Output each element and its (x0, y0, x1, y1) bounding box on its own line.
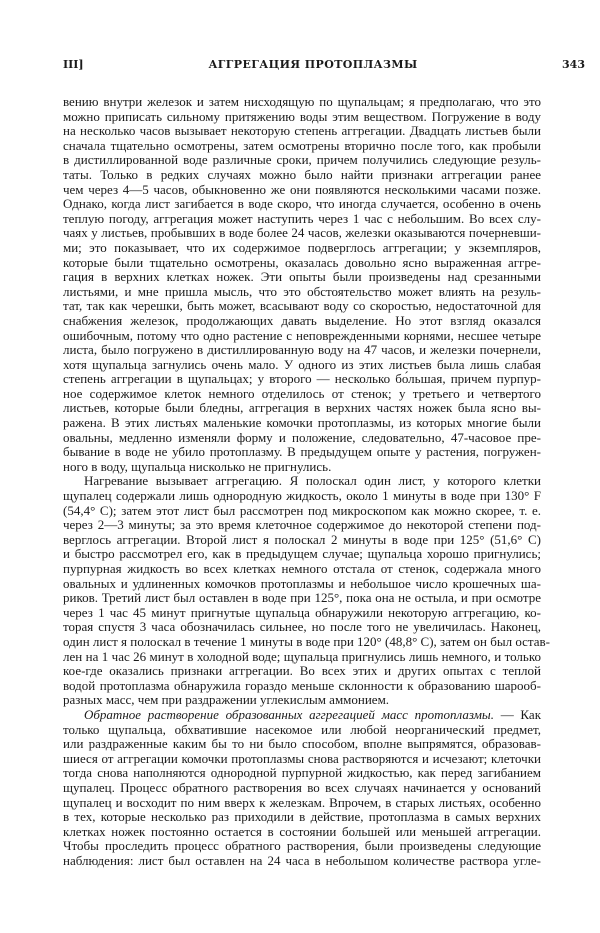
text-line: таты. Только в редких случаях можно было найти признаки аггрегации ранее (63, 166, 541, 182)
text-line: пурпурная жидкость во всех клетках немного отстала от стенок, содержала много (63, 561, 541, 576)
text-line: сначала тщательно осмотрены, затем осмотрены вторично после того, как пробыли (63, 137, 541, 153)
page-number: 343 (562, 58, 585, 71)
text-line: наблюдения: лист был оставлен на 24 часа в небольшом количестве раствора угле- (63, 852, 541, 868)
running-title: АГГРЕГАЦИЯ ПРОТОПЛАЗМЫ (208, 58, 418, 71)
text-line: чем через 4—5 часов, обыкновенно же они появляются несколькими часами позже. (63, 181, 541, 197)
page-header (63, 58, 585, 74)
text-line: овальны, медленно изменяли форму и положение, следовательно, 47-часовое пре- (63, 429, 541, 445)
text-line: снабжения железок, продолжающих давать выделение. Но этот взгляд оказался (63, 312, 541, 328)
text-line: тат, так как черешки, быть может, всасывают воду со скоростью, недостаточной для (63, 298, 541, 314)
text-line: в дистиллированной воде различные сроки, причем получились следующие резуль- (63, 152, 541, 168)
section-heading-line (63, 708, 541, 723)
text-line: чаях у листьев, пробывших в воде более 24 часов, железки оказываются почерневши- (63, 225, 541, 241)
text-line: щупалец содержали лишь однородную жидкость, около 1 минуты в воде при 130° F (63, 488, 541, 504)
text-line: через 2—3 минуты; за это время клеточное содержимое до некоторой степени под- (63, 517, 541, 533)
text-line: кое-где оказались признаки аггрегации. Во всех этих и других опытах с теплой (63, 663, 541, 679)
chapter-number: III] (63, 58, 84, 71)
text-line: бывание в воде не убило протоплазму. В предыдущем опыте у растения, погружен- (63, 444, 541, 460)
text-line: щупалец и восходит по ним вверх к железкам. Впрочем, в старых листьях, особенно (63, 794, 541, 810)
text-line: можно приписать сильному притяжению воды этим веществом. Погружение в воду (63, 108, 541, 124)
paragraph-2 (63, 473, 550, 708)
text-line: Однако, когда лист загибается в воде скоро, что иногда случается, особенно в очень (63, 196, 541, 212)
text-line: в тех, которые несколько раз приходили в действие, протоплазма в самых верхних (63, 809, 541, 825)
text-line: на несколько часов вызывает некоторую степень аггрегации. Двадцать листьев были (63, 123, 541, 139)
text-line: Чтобы проследить процесс обратного растворения, были произведены следующие (63, 838, 541, 854)
text-line: клетках ножек постоянно остается в состоянии большей или меньшей аггрегации. (63, 823, 541, 839)
text-line: (54,4° C); затем этот лист был рассмотрен под микроскопом как можно скорее, т. е. (63, 502, 541, 518)
text-line: разных масс, чем при раздражении углекислым аммонием. (63, 692, 390, 708)
text-line: ное содержимое клеток немного отделилось от стенок; у третьего и четвертого (63, 385, 541, 401)
text-line: ражена. В этих листьях маленькие комочки протоплазмы, из которых многие были (63, 415, 541, 431)
text-line: риков. Третий лист был оставлен в воде при 125°, пока она не остыла, и при осмотре (63, 590, 541, 606)
paragraph-3 (63, 708, 541, 869)
text-line: один лист я полоскал в течение 1 минуты в воде при 120° (48,8° C), затем он был остав- (63, 633, 550, 649)
text-line: которые были тщательно осмотрены, оказалась довольно ясно выраженная аггре- (63, 254, 541, 270)
text-line: листа, было погружено в дистиллированную воду на 47 часов, и железки почернели, (63, 342, 541, 358)
text-line: щупалец. Процесс обратного растворения во всех случаях начинается у оснований (63, 779, 541, 795)
text-line: торая спустя 3 часа обозначилась сильнее, но после того не увеличилась. Наконец, (63, 619, 541, 635)
text-line: ошибочным, потому что одно растение с неповрежденными корнями, несшее четыре (63, 327, 541, 343)
text-line: вению внутри железок и затем нисходящую по щупальцам; я предполагаю, что это (63, 94, 541, 109)
section-heading: Обратное растворение образованных аггрегацией масс протоплазмы. (84, 706, 494, 722)
text-line: лен на 1 час 26 минут в холодной воде; щупальца пригнулись лишь немного, и только (63, 648, 541, 664)
text-line: хотя щупальца загнулись очень мало. У одного из этих листьев была лишь слабая (63, 356, 541, 372)
text-line: водой протоплазма обнаружила гораздо меньше склонности к образованию шарооб- (63, 677, 541, 693)
text-line: только щупальца, обхватившие насекомое или любой неорганический предмет, (63, 721, 541, 737)
text-line: верглось аггрегации. Второй лист я полоскал 2 минуты в воде при 125° (51,6° C) (63, 531, 541, 547)
text-line: или раздраженные каким бы то ни было способом, вполне выпрямятся, образовав- (63, 736, 541, 752)
text-line: ми; это показывает, что их содержимое подверглось аггрегации; у экземпляров, (63, 239, 541, 255)
text-line: степень аггрегации в щупальцах; у второго — несколько бо́льшая, причем пурпур- (63, 371, 541, 387)
text-line: Нагревание вызывает аггрегацию. Я полоскал один лист, у которого клетки (84, 473, 541, 489)
text-line: тогда снова наполняются однородной пурпурной жидкостью, как перед загибанием (63, 765, 541, 781)
text-line: через 1 час 45 минут пригнутые щупальца обнаружили некоторую аггрегацию, ко- (63, 604, 541, 620)
paragraph-1 (63, 95, 541, 474)
text-line: ного в воду, щупальца нисколько не пригнулись. (63, 458, 332, 474)
text-line: теплую погоду, аггрегация может наступить через 1 час с небольшим. Во всех слу- (63, 210, 541, 226)
body-text (63, 94, 550, 868)
section-heading-continuation: — Как (500, 706, 542, 722)
text-line: листьями, и мне пришла мысль, что это обстоятельство может влиять на резуль- (63, 283, 541, 299)
text-line: овальных и удлиненных комочков протоплазмы и небольшое число крошечных ша- (63, 575, 541, 591)
text-line: шиеся от аггрегации комочки протоплазмы снова растворяются и исчезают; клеточки (63, 750, 541, 766)
text-line: и быстро рассмотрел его, как в предыдущем случае; щупальца хорошо пригнулись; (63, 546, 541, 562)
text-line: листьев, которые были бледны, аггрегация в верхних частях ножек была ясно вы- (63, 400, 541, 416)
text-line: гация в верхних клетках ножек. Эти опыты были произведены над срезанными (63, 269, 541, 285)
